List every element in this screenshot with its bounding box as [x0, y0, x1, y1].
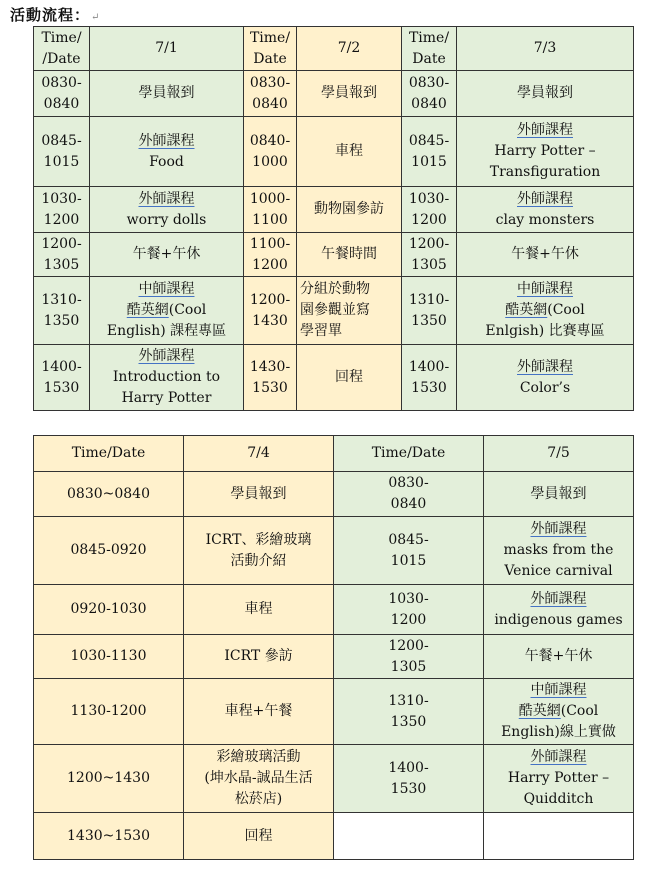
- time-cell: 0830- 0840: [402, 71, 457, 117]
- activity-cell: ICRT 參訪: [184, 635, 334, 679]
- activity-cell: 外師課程 Introduction to Harry Potter: [90, 345, 244, 411]
- time-cell: 0920-1030: [34, 585, 184, 635]
- activity-cell: 中師課程 酷英網(Cool English)線上實做: [484, 679, 634, 745]
- cool-english-link[interactable]: 酷英網: [518, 703, 561, 719]
- course-label: 中師課程: [517, 281, 573, 297]
- course-label: 中師課程: [530, 682, 587, 698]
- time-cell: 1310- 1350: [334, 679, 484, 745]
- time-cell: 1400- 1530: [334, 745, 484, 813]
- time-cell: 1310- 1350: [34, 277, 90, 345]
- activity-cell: 車程+午餐: [184, 679, 334, 745]
- course-label: 外師課程: [530, 590, 587, 607]
- time-cell: 1200- 1305: [334, 635, 484, 679]
- time-cell: 1130-1200: [34, 679, 184, 745]
- activity-cell: 回程: [184, 813, 334, 860]
- course-label: 外師課程: [138, 348, 195, 364]
- activity-cell: 外師課程 indigenous games: [484, 585, 634, 635]
- course-label: 外師課程: [517, 190, 573, 207]
- course-label: 外師課程: [138, 132, 195, 149]
- header-date-7-1: 7/1: [90, 27, 244, 71]
- time-cell: 1400- 1530: [402, 345, 457, 411]
- time-cell: 1400- 1530: [34, 345, 90, 411]
- activity-cell: 分組於動物 園參觀並寫 學習單: [297, 277, 402, 345]
- activity-cell: 車程: [184, 585, 334, 635]
- activity-cell: 外師課程 Harry Potter – Transfiguration: [457, 117, 634, 187]
- time-cell: 0845- 1015: [34, 117, 90, 187]
- time-cell: 1200- 1305: [34, 233, 90, 277]
- header-time-1: Time/ /Date: [34, 27, 90, 71]
- time-cell: 1200- 1305: [402, 233, 457, 277]
- schedule-table-week1: [33, 26, 634, 411]
- time-cell: 0830- 0840: [334, 472, 484, 517]
- time-cell: 1100- 1200: [244, 233, 297, 277]
- header-time-3: Time/ Date: [402, 27, 457, 71]
- time-cell: 1200- 1430: [244, 277, 297, 345]
- activity-cell: 學員報到: [297, 71, 402, 117]
- activity-cell: 動物園參訪: [297, 187, 402, 233]
- header-date-7-4: 7/4: [184, 436, 334, 472]
- header-time-5: Time/Date: [334, 436, 484, 472]
- header-date-7-2: 7/2: [297, 27, 402, 71]
- time-cell: 0845- 1015: [334, 517, 484, 585]
- time-cell: 1030- 1200: [334, 585, 484, 635]
- activity-cell: 午餐+午休: [484, 635, 634, 679]
- header-time-2: Time/ Date: [244, 27, 297, 71]
- activity-cell: 外師課程 Food: [90, 117, 244, 187]
- activity-cell: 學員報到: [184, 472, 334, 517]
- course-label: 外師課程: [138, 190, 195, 207]
- time-cell: 0845- 1015: [402, 117, 457, 187]
- page-title: 活動流程：↵: [10, 6, 101, 24]
- course-label: 外師課程: [517, 358, 573, 375]
- activity-cell: 學員報到: [484, 472, 634, 517]
- time-cell: 0830~0840: [34, 472, 184, 517]
- time-cell: 1000- 1100: [244, 187, 297, 233]
- activity-cell: 外師課程 clay monsters: [457, 187, 634, 233]
- time-cell: 1030- 1200: [34, 187, 90, 233]
- activity-cell: 彩繪玻璃活動 (坤水晶-誠品生活 松菸店): [184, 745, 334, 813]
- course-label: 外師課程: [530, 521, 587, 537]
- header-date-7-3: 7/3: [457, 27, 634, 71]
- time-cell: 1310- 1350: [402, 277, 457, 345]
- time-cell: 0840- 1000: [244, 117, 297, 187]
- activity-cell: 外師課程 Color’s: [457, 345, 634, 411]
- schedule-table-week2: [33, 435, 634, 860]
- activity-cell: 車程: [297, 117, 402, 187]
- time-cell: 0830- 0840: [34, 71, 90, 117]
- activity-cell: 外師課程 Harry Potter – Quidditch: [484, 745, 634, 813]
- time-cell: 1430- 1530: [244, 345, 297, 411]
- time-cell: 0845-0920: [34, 517, 184, 585]
- time-cell: 1200~1430: [34, 745, 184, 813]
- activity-cell: 外師課程 masks from the Venice carnival: [484, 517, 634, 585]
- activity-cell: 午餐+午休: [457, 233, 634, 277]
- time-cell: 1030- 1200: [402, 187, 457, 233]
- course-label: 中師課程: [138, 281, 195, 297]
- header-date-7-5: 7/5: [484, 436, 634, 472]
- activity-cell: 學員報到: [90, 71, 244, 117]
- activity-cell: ICRT、彩繪玻璃 活動介紹: [184, 517, 334, 585]
- activity-cell: 午餐時間: [297, 233, 402, 277]
- header-time-4: Time/Date: [34, 436, 184, 472]
- activity-cell: 午餐+午休: [90, 233, 244, 277]
- activity-cell: 中師課程 酷英網(Cool Enlgish) 比賽專區: [457, 277, 634, 345]
- time-cell: 1030-1130: [34, 635, 184, 679]
- cool-english-link[interactable]: 酷英網: [505, 302, 548, 318]
- time-cell: 1430~1530: [34, 813, 184, 860]
- activity-cell: 中師課程 酷英網(Cool English) 課程專區: [90, 277, 244, 345]
- time-cell: 0830- 0840: [244, 71, 297, 117]
- course-label: 外師課程: [517, 122, 573, 138]
- empty-cell: [484, 813, 634, 860]
- activity-cell: 回程: [297, 345, 402, 411]
- empty-cell: [334, 813, 484, 860]
- activity-cell: 學員報到: [457, 71, 634, 117]
- course-label: 外師課程: [530, 749, 587, 765]
- cool-english-link[interactable]: 酷英網: [126, 302, 169, 318]
- activity-cell: 外師課程 worry dolls: [90, 187, 244, 233]
